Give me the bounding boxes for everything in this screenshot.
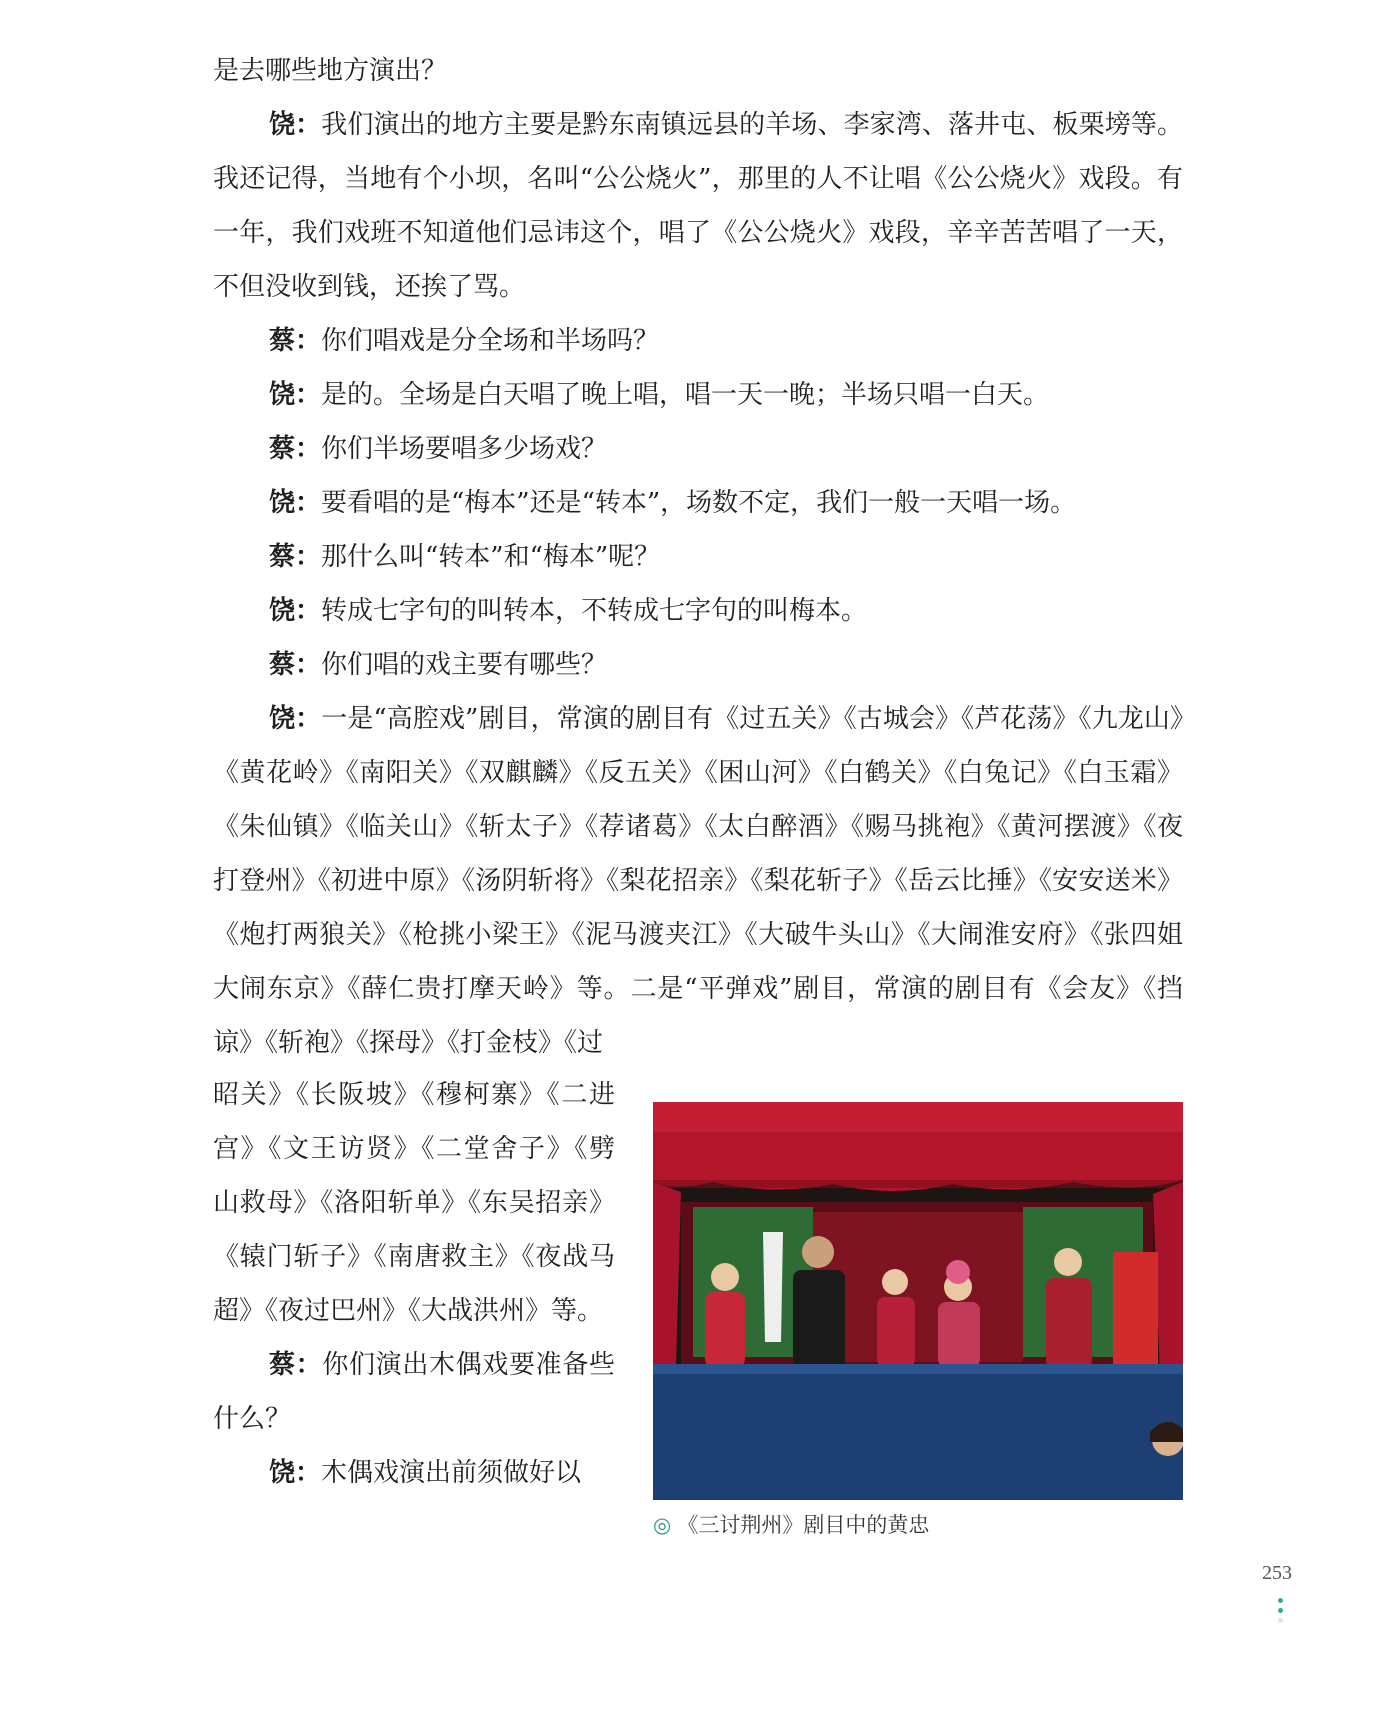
caption-text: 《三讨荆州》剧目中的黄忠 xyxy=(677,1513,930,1537)
puppet-stage-illustration xyxy=(653,1102,1183,1500)
paragraph-text: 昭关》《长阪坡》《穆柯寨》《二进宫》《文王访贤》《二堂舍子》《劈山救母》《洛阳斩单》《东吴招亲》《辕门斩子》《南唐救主》《夜战马超》《夜过巴州》《大战洪州》等。 xyxy=(213,1080,615,1326)
dot xyxy=(1278,1618,1283,1623)
speaker-label: 蔡： xyxy=(269,650,322,680)
paragraph-text: 你们半场要唱多少场戏？ xyxy=(321,434,608,464)
paragraph-3 xyxy=(213,368,1183,422)
paragraph-text: 你们唱戏是分全场和半场吗？ xyxy=(321,326,660,356)
paragraph-text: 是的。全场是白天唱了晚上唱，唱一天一晚；半场只唱一白天。 xyxy=(321,380,1050,410)
paragraph-text: 你们唱的戏主要有哪些？ xyxy=(321,650,608,680)
paragraph-1 xyxy=(213,98,1183,314)
speaker-label: 饶： xyxy=(269,110,322,140)
wrapped-text xyxy=(213,1068,615,1500)
speaker-label: 饶： xyxy=(269,596,322,626)
figure-caption xyxy=(653,1510,1183,1540)
dot xyxy=(1278,1608,1283,1613)
paragraph-9 xyxy=(213,692,1183,1070)
paragraph-text: 你们演出木偶戏要准备些什么？ xyxy=(213,1350,615,1434)
paragraph-text: 要看唱的是“梅本”还是“转本”，场数不定，我们一般一天唱一场。 xyxy=(321,488,1077,518)
dot xyxy=(1278,1598,1283,1603)
speaker-label: 蔡： xyxy=(269,1350,323,1380)
speaker-label: 蔡： xyxy=(269,542,322,572)
speaker-label: 蔡： xyxy=(269,434,322,464)
paragraph-7 xyxy=(213,584,1183,638)
speaker-label: 蔡： xyxy=(269,326,322,356)
paragraph-0 xyxy=(213,44,1183,98)
caption-mark-icon: ◎ xyxy=(653,1513,672,1537)
speaker-label: 饶： xyxy=(269,488,322,518)
paragraph-5 xyxy=(213,476,1183,530)
paragraph-text: 转成七字句的叫转本，不转成七字句的叫梅本。 xyxy=(321,596,868,626)
speaker-label: 饶： xyxy=(269,704,322,734)
page-number: 253 xyxy=(1262,1562,1292,1584)
paragraph-6 xyxy=(213,530,1183,584)
puppet-show-photo xyxy=(653,1102,1183,1500)
page-decoration-dots-icon xyxy=(1278,1598,1283,1628)
paragraph-text: 一是“高腔戏”剧目，常演的剧目有《过五关》《古城会》《芦花荡》《九龙山》《黄花岭》《南阳关》《双麒麟》《反五关》《困山河》《白鹤关》《白兔记》《白玉霜》《朱仙镇》《临关山》《斩太子》《荐诸葛》《太白醉酒》《赐马挑袍》《黄河摆渡》《夜打登州》《初进中原》《汤阴斩将》《梨花招亲》《梨花斩子》《岳云比捶》《安安送米》《炮打两狼关》《枪挑小梁王》《泥马渡夹江》《大破牛头山》《大闹淮安府》《张四姐大闹东京》《薛仁贵打摩天岭》等。二是“平弹戏”剧目，常演的剧目有《会友》《挡谅》《斩袍》《探母》《打金枝》《过 xyxy=(213,704,1183,1058)
paragraph-text: 木偶戏演出前须做好以 xyxy=(321,1458,582,1488)
wrap-paragraph-1 xyxy=(213,1338,615,1446)
paragraph-4 xyxy=(213,422,1183,476)
wrap-paragraph-2 xyxy=(213,1446,615,1500)
speaker-label: 饶： xyxy=(269,1458,322,1488)
paragraph-text: 是去哪些地方演出？ xyxy=(213,56,448,86)
paragraph-2 xyxy=(213,314,1183,368)
speaker-label: 饶： xyxy=(269,380,322,410)
paragraph-8 xyxy=(213,638,1183,692)
paragraph-text: 我们演出的地方主要是黔东南镇远县的羊场、李家湾、落井屯、板栗塝等。我还记得，当地有个小坝，名叫“公公烧火”，那里的人不让唱《公公烧火》戏段。有一年，我们戏班不知道他们忌讳这个，唱了《公公烧火》戏段，辛辛苦苦唱了一天，不但没收到钱，还挨了骂。 xyxy=(213,110,1183,302)
main-text xyxy=(213,44,1183,1070)
paragraph-text: 那什么叫“转本”和“梅本”呢？ xyxy=(321,542,661,572)
wrap-paragraph-0 xyxy=(213,1068,615,1338)
